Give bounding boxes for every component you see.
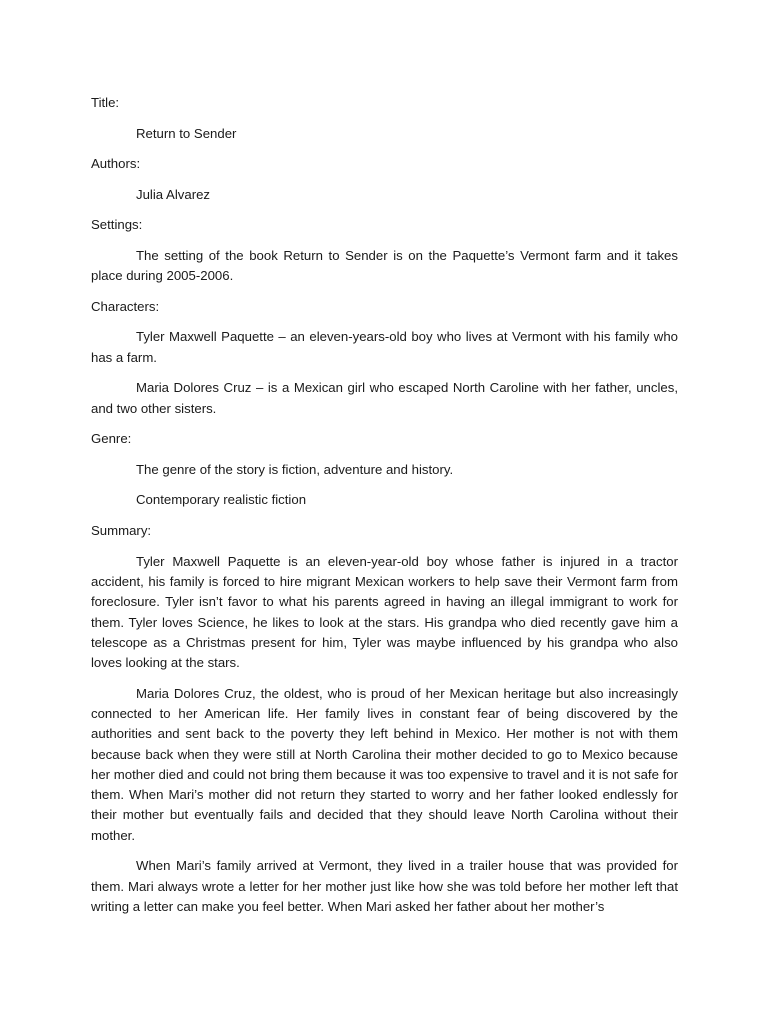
book-title: Return to Sender <box>136 125 237 141</box>
summary-paragraph-2: Maria Dolores Cruz, the oldest, who is proud of her Mexican heritage but also increasingly connected to her American life. Her family lives in constant fear of being discovered by the authorities and sent back to the poverty they left behind in Mexico. Her mother is not with them because back when they were still at North Carolina their mother decided to go to Mexico because her mother died and could not bring them because it was too expensive to travel and it is not safe for them. When Mari’s mother did not return they started to worry and her father looked endlessly for their mother but eventually fails and decided that they should leave North Carolina without their mother. <box>91 685 678 843</box>
authors-heading: Authors: <box>91 156 141 172</box>
characters-heading: Characters: <box>91 298 160 314</box>
character-tyler: Tyler Maxwell Paquette – an eleven-years-old boy who lives at Vermont with his family who has a farm. <box>91 329 678 365</box>
settings-paragraph: The setting of the book Return to Sender is on the Paquette’s Vermont farm and it takes place during 2005-2006. <box>91 247 678 284</box>
document-body <box>91 93 678 928</box>
summary-paragraph-1: Tyler Maxwell Paquette is an eleven-year-old boy whose father is injured in a tractor accident, his family is forced to hire migrant Mexican workers to help save their Vermont farm from foreclosure. Tyler isn’t favor to what his parents agreed in having an illegal immigrant to work for them. Tyler loves Science, he likes to look at the stars. His grandpa who died recently gave him a telescope as a Christmas present for him, Tyler was maybe influenced by his grandpa who also loves looking at the stars. <box>91 553 678 671</box>
summary-heading: Summary: <box>91 523 152 539</box>
summary-paragraph-3: When Mari’s family arrived at Vermont, they lived in a trailer house that was provided for them. Mari always wrote a letter for her mother just like how she was told before her mother left that writing a letter can make you feel better. When Mari asked her father about her mother’s <box>91 858 678 914</box>
genre-line-1: The genre of the story is fiction, adventure and history. <box>136 461 454 477</box>
genre-heading: Genre: <box>91 431 132 447</box>
genre-line-2: Contemporary realistic fiction <box>136 492 307 508</box>
title-heading: Title: <box>91 95 120 110</box>
character-maria: Maria Dolores Cruz – is a Mexican girl who escaped North Caroline with her father, uncles, and two other sisters. <box>91 380 678 416</box>
author-name: Julia Alvarez <box>136 186 211 202</box>
settings-heading: Settings: <box>91 217 143 233</box>
